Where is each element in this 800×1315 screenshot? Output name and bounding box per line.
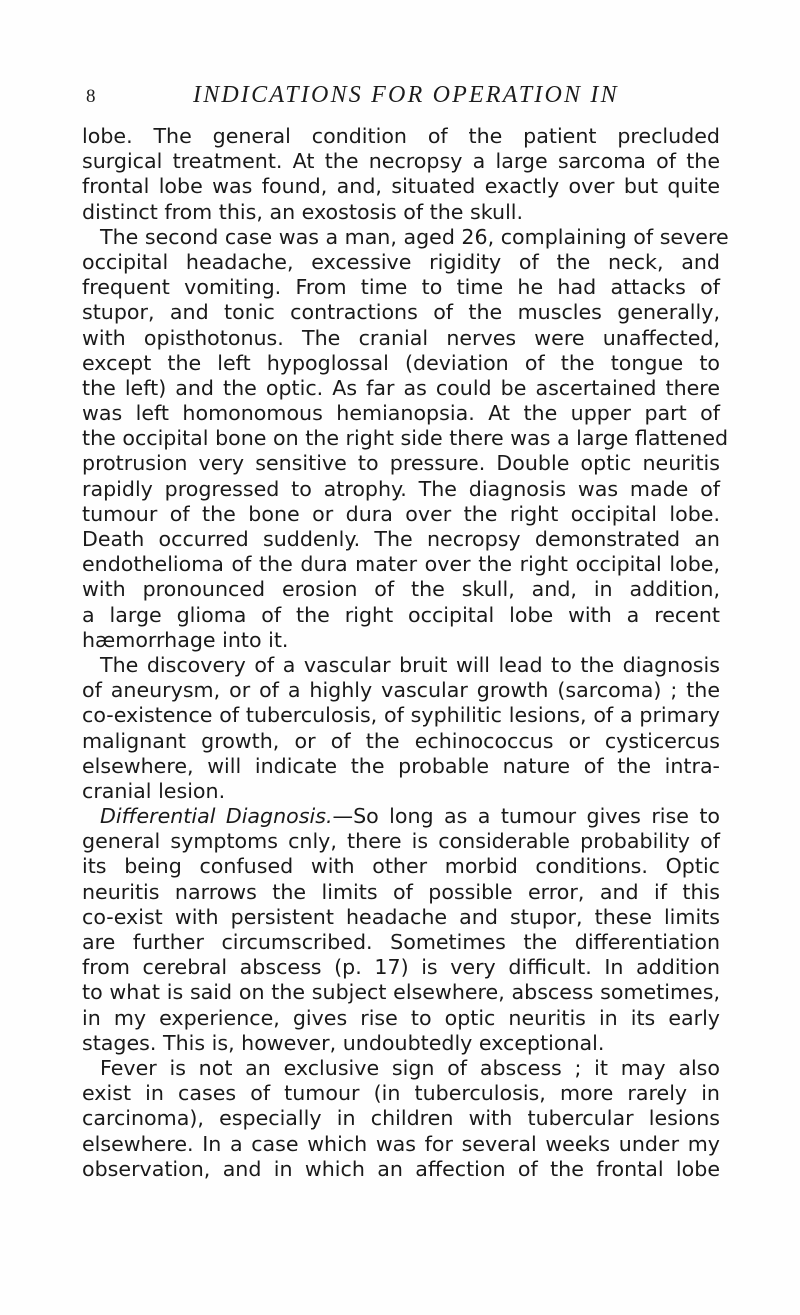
body-text <box>82 124 729 1182</box>
text-line: the occipital bone on the right side there was a large flattened <box>82 426 729 451</box>
text-line: lobe. The general condition of the patient precluded <box>82 124 720 148</box>
text-line: to what is said on the subject elsewhere, abscess sometimes, <box>82 980 720 1005</box>
text-line: with opisthotonus. The cranial nerves were unaffected, <box>82 325 720 350</box>
text-line: except the left hypoglossal (deviation of the tongue to <box>82 350 720 375</box>
text-line: stupor, and tonic contractions of the muscles generally, <box>82 300 720 325</box>
page-number: 8 <box>86 86 96 107</box>
text-line: of aneurysm, or of a highly vascular growth (sarcoma) ; the <box>82 678 720 703</box>
text-line: its being confused with other morbid conditions. Optic <box>82 854 720 879</box>
text-line-rest: —So long as a tumour gives rise to <box>332 804 720 829</box>
section-heading: Differential Diagnosis. <box>100 804 333 829</box>
text-line: occipital headache, excessive rigidity of the neck, and <box>82 249 720 274</box>
text-line: from cerebral abscess (p. 17) is very difficult. In addition <box>82 955 720 980</box>
text-line: elsewhere. In a case which was for several weeks under my <box>82 1131 720 1156</box>
text-line: The second case was a man, aged 26, complaining of severe <box>100 224 729 249</box>
text-line: in my experience, gives rise to optic neuritis in its early <box>82 1005 720 1030</box>
text-line: protrusion very sensitive to pressure. Double optic neuritis <box>82 451 720 476</box>
text-line <box>82 804 720 829</box>
text-line: malignant growth, or of the echinococcus or cysticercus <box>82 728 720 753</box>
running-head <box>0 82 800 112</box>
text-line: was left homonomous hemianopsia. At the upper part of <box>82 401 720 426</box>
text-line: neuritis narrows the limits of possible error, and if this <box>82 879 720 904</box>
text-line: Death occurred suddenly. The necropsy demonstrated an <box>82 527 720 551</box>
text-line: co-exist with persistent headache and stupor, these limits <box>82 904 720 929</box>
text-line: a large glioma of the right occipital lobe with a recent <box>82 602 720 627</box>
running-head-title: INDICATIONS FOR OPERATION IN <box>193 82 619 108</box>
text-line: tumour of the bone or dura over the right occipital lobe. <box>82 501 720 526</box>
text-line: frontal lobe was found, and, situated exactly over but quite <box>82 174 720 199</box>
text-line: stages. This is, however, undoubtedly exceptional. <box>82 1030 605 1055</box>
text-line: general symptoms cnly, there is considerable probability of <box>82 829 720 854</box>
text-line: distinct from this, an exostosis of the skull. <box>82 199 524 224</box>
text-line: The discovery of a vascular bruit will lead to the diagnosis <box>100 652 720 677</box>
text-line: elsewhere, will indicate the probable nature of the intra- <box>82 753 720 778</box>
text-line: frequent vomiting. From time to time he had attacks of <box>82 275 720 300</box>
text-line: observation, and in which an affection of the frontal lobe <box>82 1156 720 1181</box>
text-line: endothelioma of the dura mater over the right occipital lobe, <box>82 552 720 577</box>
text-line: co-existence of tuberculosis, of syphilitic lesions, of a primary <box>82 703 720 728</box>
text-line: exist in cases of tumour (in tuberculosis, more rarely in <box>82 1081 720 1106</box>
text-line: are further circumscribed. Sometimes the differentiation <box>82 930 720 954</box>
text-line: cranial lesion. <box>82 778 226 803</box>
text-line: with pronounced erosion of the skull, and, in addition, <box>82 577 720 602</box>
text-line: Fever is not an exclusive sign of abscess ; it may also <box>100 1055 720 1080</box>
text-line: rapidly progressed to atrophy. The diagnosis was made of <box>82 476 720 501</box>
text-line: hæmorrhage into it. <box>82 627 289 652</box>
text-line: carcinoma), especially in children with tubercular lesions <box>82 1106 720 1131</box>
text-line: the left) and the optic. As far as could be ascertained there <box>82 375 720 400</box>
text-line: surgical treatment. At the necropsy a large sarcoma of the <box>82 149 720 174</box>
